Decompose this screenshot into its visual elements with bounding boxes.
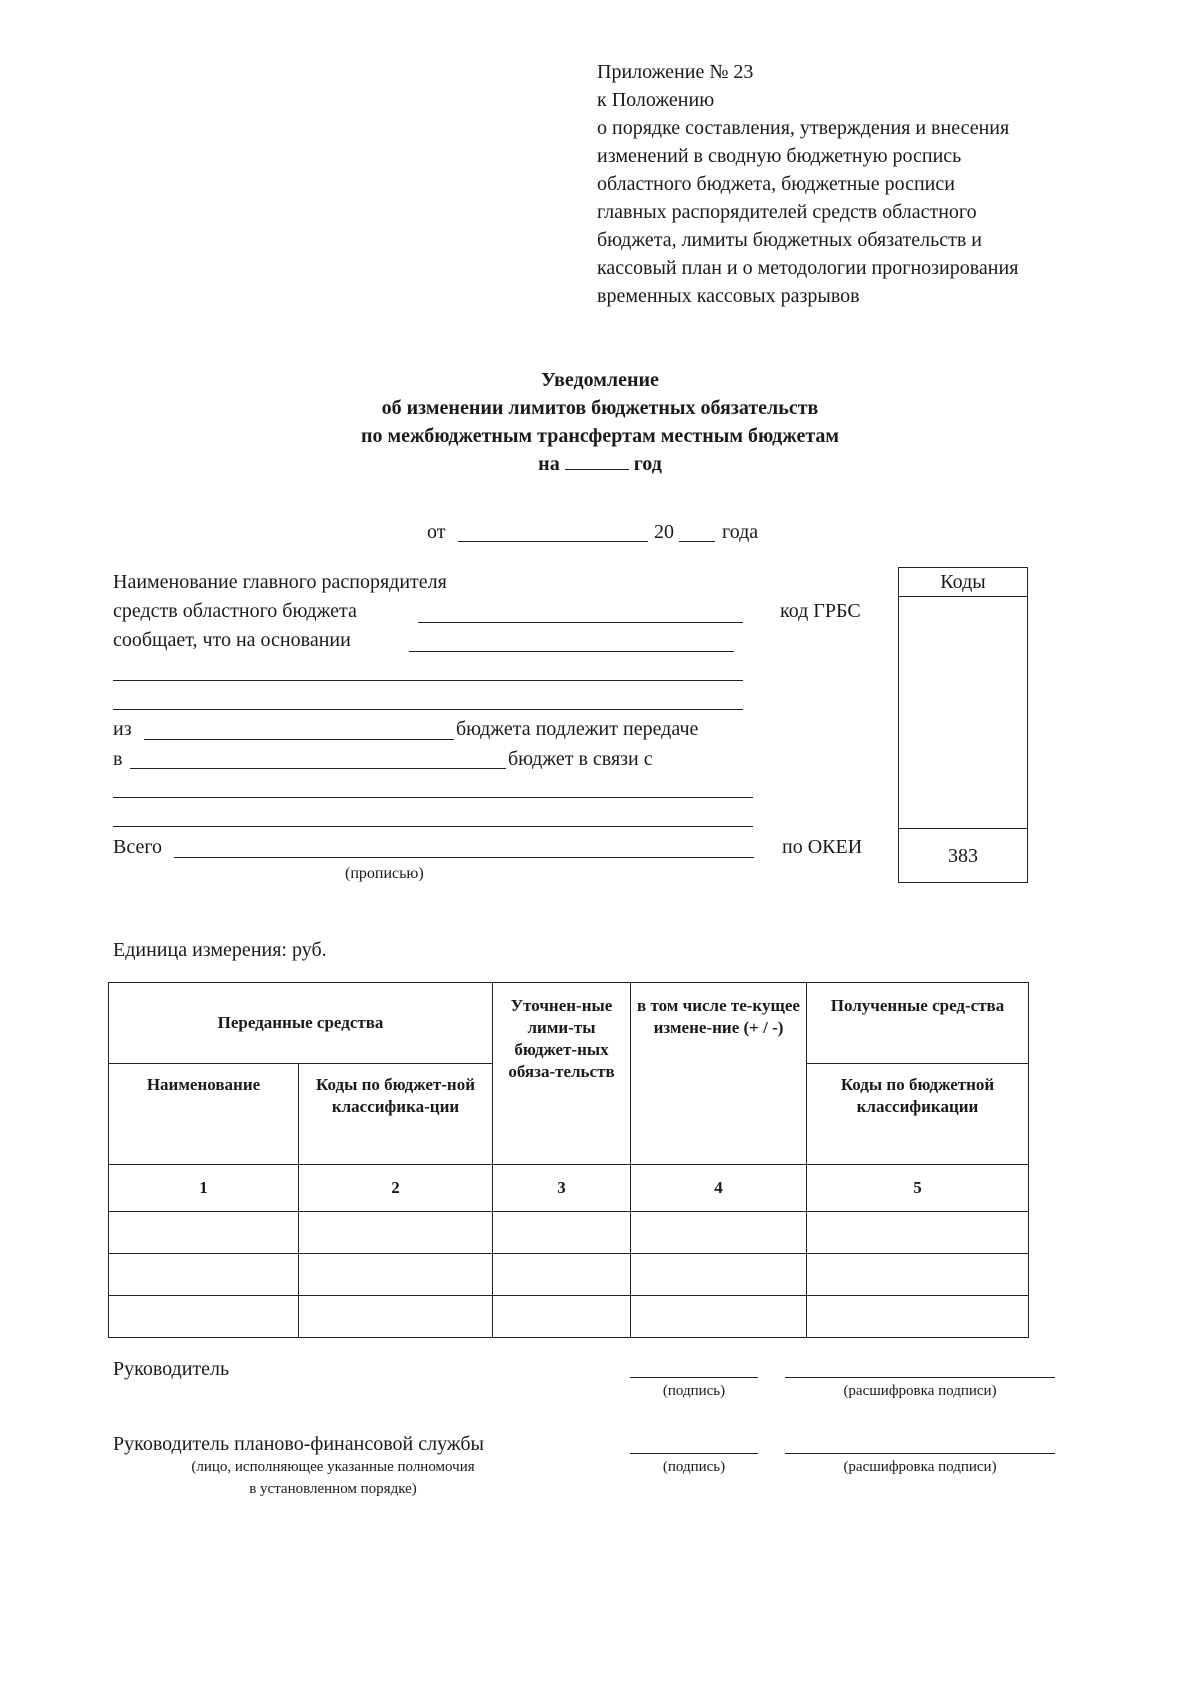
column-number: 5 (807, 1165, 1029, 1212)
table-cell[interactable] (109, 1296, 299, 1338)
okei-code-cell: 383 (899, 828, 1027, 883)
date-century-label: 20 (654, 521, 674, 543)
grbs-name-field[interactable] (418, 622, 743, 623)
to-budget-label: в (113, 748, 123, 770)
grbs-code-label: код ГРБС (780, 600, 861, 622)
head-label: Руководитель (113, 1358, 230, 1380)
table-cell[interactable] (299, 1212, 493, 1254)
appendix-line: к Положению (597, 89, 715, 111)
column-number: 3 (493, 1165, 631, 1212)
total-in-words-note: (прописью) (345, 865, 424, 882)
finance-signature-note: (подпись) (662, 1459, 726, 1475)
current-change-header: в том числе те-кущее измене-ние (+ / -) (631, 983, 807, 1165)
table-cell[interactable] (109, 1254, 299, 1296)
title-line-1: Уведомление (541, 369, 659, 391)
finance-signature-decode-field[interactable] (785, 1453, 1055, 1454)
grbs-name-label: Наименование главного распорядителя (113, 571, 447, 593)
codes-box (898, 567, 1028, 883)
received-codes-column-header: Коды по бюджетной классификации (807, 1064, 1029, 1165)
table-cell[interactable] (299, 1296, 493, 1338)
from-budget-suffix: бюджета подлежит передаче (456, 718, 699, 740)
column-number: 4 (631, 1165, 807, 1212)
name-column-header: Наименование (109, 1064, 299, 1165)
table-cell[interactable] (807, 1254, 1029, 1296)
table-cell[interactable] (807, 1212, 1029, 1254)
appendix-reference (597, 58, 1157, 310)
transferred-funds-header: Переданные средства (109, 983, 493, 1064)
date-year-blank-field[interactable] (679, 541, 715, 542)
finance-signature-field[interactable] (630, 1453, 758, 1454)
codes-header: Коды (899, 568, 1027, 597)
column-number: 1 (109, 1165, 299, 1212)
grbs-code-cell[interactable] (899, 598, 1027, 828)
title-year-prefix: на (538, 453, 560, 475)
table-cell[interactable] (493, 1254, 631, 1296)
finance-decode-note: (расшифровка подписи) (843, 1459, 997, 1475)
basis-label: сообщает, что на основании (113, 629, 351, 651)
from-budget-label: из (113, 718, 132, 740)
received-funds-header: Полученные сред-ства (807, 983, 1029, 1064)
to-budget-suffix: бюджет в связи с (508, 748, 653, 770)
table-cell[interactable] (493, 1296, 631, 1338)
finance-authority-note-2: в установленном порядке) (249, 1481, 417, 1497)
appendix-line: о порядке составления, утверждения и внесения (597, 117, 1010, 139)
document-title (250, 366, 950, 478)
column-number: 2 (299, 1165, 493, 1212)
date-from-label: от (427, 521, 446, 543)
table-row (109, 1296, 1029, 1338)
table-cell[interactable] (631, 1212, 807, 1254)
reason-field-line-1[interactable] (113, 797, 753, 798)
title-line-3: по межбюджетным трансфертам местным бюджетам (360, 425, 840, 447)
date-year-suffix: года (722, 521, 759, 543)
head-signature-field[interactable] (630, 1377, 758, 1378)
unit-of-measure: Единица измерения: руб. (113, 939, 327, 961)
budget-codes-column-header: Коды по бюджет-ной классифика-ции (299, 1064, 493, 1165)
table-row (109, 1212, 1029, 1254)
column-number-row (109, 1165, 1029, 1212)
head-signature-decode-field[interactable] (785, 1377, 1055, 1378)
head-decode-note: (расшифровка подписи) (843, 1383, 997, 1399)
okei-label: по ОКЕИ (782, 836, 863, 858)
appendix-line: изменений в сводную бюджетную роспись (597, 145, 962, 167)
title-line-4 (250, 450, 950, 478)
title-line-2: об изменении лимитов бюджетных обязательств (381, 397, 819, 419)
from-budget-field[interactable] (144, 739, 454, 740)
table-cell[interactable] (631, 1296, 807, 1338)
appendix-line: временных кассовых разрывов (597, 285, 860, 307)
appendix-line: главных распорядителей средств областного (597, 201, 977, 223)
finance-head-label: Руководитель планово-финансовой службы (113, 1433, 484, 1455)
grbs-budget-label: средств областного бюджета (113, 600, 357, 622)
limits-header: Уточнен-ные лими-ты бюджет-ных обяза-тельств (493, 983, 631, 1165)
basis-field[interactable] (409, 651, 734, 652)
basis-field-line-3[interactable] (113, 709, 743, 710)
appendix-line: областного бюджета, бюджетные росписи (597, 173, 955, 195)
appendix-line: кассовый план и о методологии прогнозирования (597, 257, 1019, 279)
table-cell[interactable] (299, 1254, 493, 1296)
table-header-row (109, 983, 1029, 1064)
title-year-suffix: год (633, 453, 662, 475)
table-row (109, 1254, 1029, 1296)
table-cell[interactable] (631, 1254, 807, 1296)
total-amount-field[interactable] (174, 857, 754, 858)
total-label: Всего (113, 836, 163, 858)
head-signature-note: (подпись) (662, 1383, 726, 1399)
table-cell[interactable] (109, 1212, 299, 1254)
table-cell[interactable] (493, 1212, 631, 1254)
transfer-table (108, 982, 1029, 1338)
appendix-line: Приложение № 23 (597, 61, 754, 83)
to-budget-field[interactable] (130, 768, 506, 769)
appendix-line: бюджета, лимиты бюджетных обязательств и (597, 229, 982, 251)
reason-field-line-2[interactable] (113, 826, 753, 827)
table-cell[interactable] (807, 1296, 1029, 1338)
year-blank-field[interactable] (565, 451, 629, 470)
date-blank-field[interactable] (458, 541, 648, 542)
basis-field-line-2[interactable] (113, 680, 743, 681)
finance-authority-note: (лицо, исполняющее указанные полномочия (191, 1459, 475, 1475)
